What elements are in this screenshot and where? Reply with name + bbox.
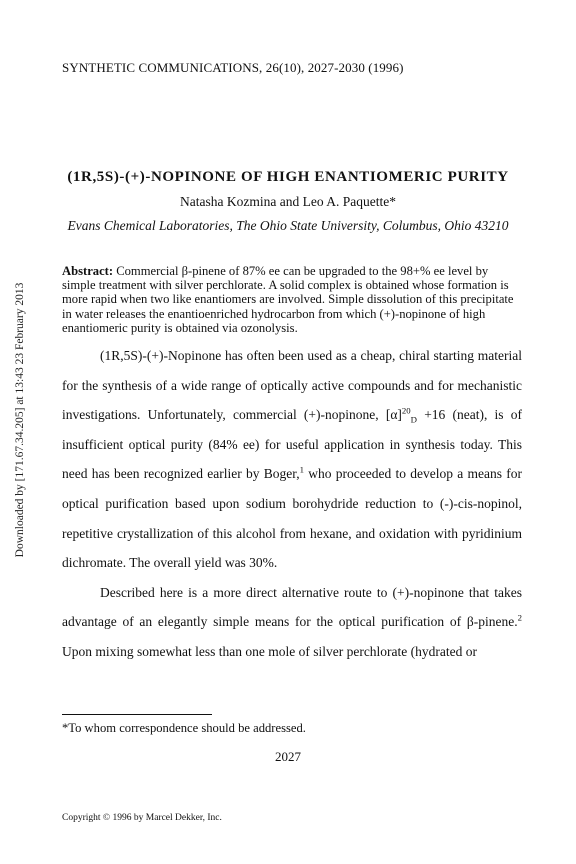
paragraph-2-part-a: Described here is a more direct alternative route to (+)-nopinone that takes advantage of an elegantly simple means for the optical purification of β-pinene. bbox=[62, 584, 522, 630]
article-authors: Natasha Kozmina and Leo A. Paquette* bbox=[180, 194, 396, 209]
download-watermark: Downloaded by [171.67.34.205] at 13:43 23 February 2013 bbox=[14, 282, 26, 558]
paragraph-1-part-a: (1R,5S)-(+)-Nopinone has often been used as a cheap, chiral starting material for the synthesis of a wide range of optically active compounds and for mechanistic investigations. Unfortunately, commercial (+)-nopinone, [α] bbox=[62, 348, 522, 423]
article-affiliation: Evans Chemical Laboratories, The Ohio State University, Columbus, Ohio 43210 bbox=[67, 218, 509, 233]
article-title: (1R,5S)-(+)-NOPINONE OF HIGH ENANTIOMERIC PURITY bbox=[67, 169, 509, 185]
paragraph-2 bbox=[62, 578, 522, 667]
abstract-text: Commercial β-pinene of 87% ee can be upgraded to the 98+% ee level by simple treatment with silver perchlorate. A solid complex is obtained whose formation is more rapid when two like enantiomers are involved. Simple dissolution of this precipitate in water releases the enantioenriched hydrocarbon from which (+)-nopinone of high enantiomeric purity is obtained via ozonolysis. bbox=[62, 264, 514, 335]
reference-2: 2 bbox=[517, 612, 522, 623]
paragraph-1-part-c: who proceeded to develop a means for optical purification based upon sodium borohydride reduction to (-)-cis-nopinol, repetitive crystallization of this alcohol from hexane, and oxidation with pyridinium dichromate. The overall yield was 30%. bbox=[62, 466, 522, 571]
abstract-label: Abstract: bbox=[62, 264, 114, 278]
footnote: *To whom correspondence should be addressed. bbox=[62, 721, 306, 735]
body-text bbox=[62, 341, 522, 667]
paragraph-2-part-b: Upon mixing somewhat less than one mole of silver perchlorate (hydrated or bbox=[62, 643, 478, 659]
rotation-temperature: 20 bbox=[401, 405, 411, 416]
abstract-block bbox=[62, 264, 522, 335]
journal-header: SYNTHETIC COMMUNICATIONS, 26(10), 2027-2030 (1996) bbox=[62, 60, 404, 75]
reference-1: 1 bbox=[299, 464, 304, 475]
paragraph-1 bbox=[62, 341, 522, 578]
footnote-divider bbox=[62, 714, 212, 715]
paragraph-1-part-b: +16 (neat), is of insufficient optical purity (84% ee) for useful application in synthesis today. This need has been recognized earlier by Boger, bbox=[62, 407, 523, 482]
page-number: 2027 bbox=[275, 749, 301, 764]
rotation-wavelength: D bbox=[410, 414, 417, 425]
copyright-line: Copyright © 1996 by Marcel Dekker, Inc. bbox=[62, 813, 222, 823]
